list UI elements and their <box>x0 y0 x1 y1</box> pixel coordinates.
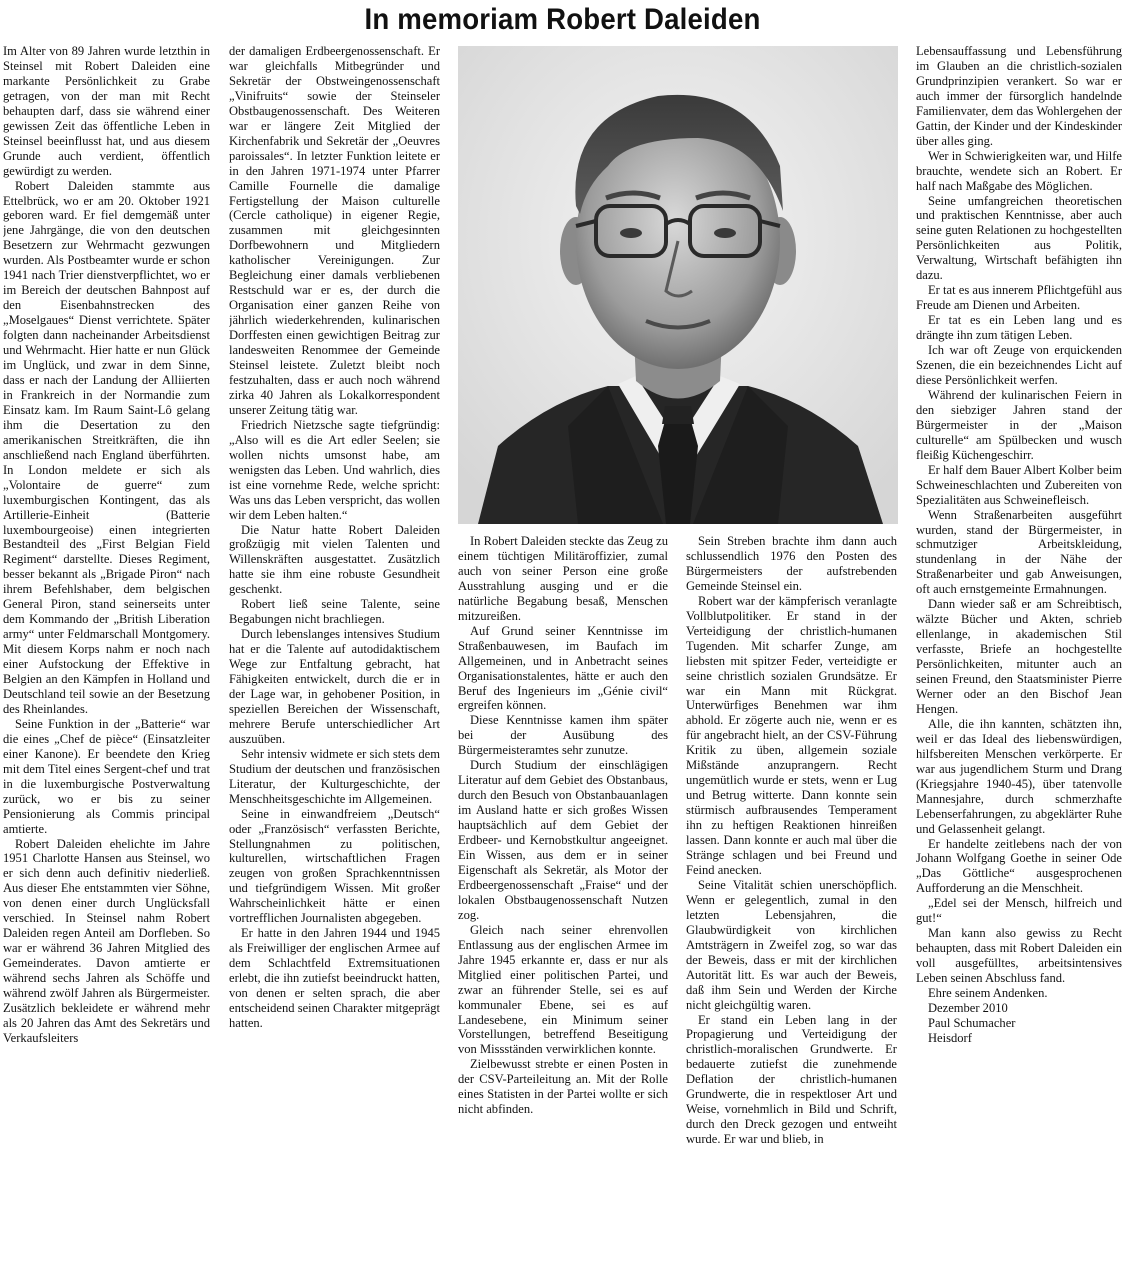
paragraph: Die Natur hatte Robert Daleiden großzügig mit vielen Talenten und Willenskräften ausgestattet. Zusätzlich hatte sie ihm eine robuste Gesundheit geschenkt. <box>229 522 440 597</box>
text-column-3 <box>458 534 668 1277</box>
paragraph: Im Alter von 89 Jahren wurde letzthin in Steinsel mit Robert Daleiden eine markante Persönlichkeit zu Grabe getragen, von der man mit Recht behaupten darf, dass sie während einer gewissen Zeit das öffentliche Leben in Steinsel beeinflusst hat, und aus diesem Grunde auch verdient, öffentlich gewürdigt zu werden. <box>3 44 210 178</box>
paragraph: In Robert Daleiden steckte das Zeug zu einem tüchtigen Militäroffizier, zumal auch von seiner Person eine große Ausstrahlung ausging und er die natürliche Begabung besaß, Menschen mitzureißen. <box>458 534 668 623</box>
paragraph: Man kann also gewiss zu Recht behaupten, dass mit Robert Daleiden ein voll ausgefülltes, arbeitsintensives Leben seinen Abschluss fand. <box>916 926 1122 986</box>
paragraph: der damaligen Erdbeergenossenschaft. Er war gleichfalls Mitbegründer und Sekretär der Obstweingenossenschaft „Vinifruits“ sowie der Steinseler Obstbaugenossenschaft. Des Weiteren war er längere Zeit Mitglied der Kirchenfabrik und Sekretär der „Oeuvres paroissales“. In letzter Funktion leitete er in den Jahren 1971-1974 unter Pfarrer Camille Fournelle die damalige Fertigstellung der Maison culturelle (Cercle catholique) in eigener Regie, zusammen mit gleichgesinnten Dorfbewohnern und Mitgliedern katholischer Vereinigungen. Zur Begleichung einer damals verbliebenen Restschuld war er es, der durch die Organisation einer ganzen Reihe von jährlich wiederkehrenden, kulinarischen Dorffesten einen gewichtigen Beitrag zur landesweiten Renommee der Gemeinde Steinsel leistete. Zuletzt bleibt noch festzuhalten, dass er auch noch während zirka 40 Jahren als Lokalkorrespondent unserer Zeitung tätig war. <box>229 44 440 417</box>
paragraph: Seine umfangreichen theoretischen und praktischen Kenntnisse, aber auch seine guten Relationen zu hochgestellten Persönlichkeiten aus Politik, Verwaltung, Wirtschaft befähigten ihn dazu. <box>916 193 1122 283</box>
closing-line: Ehre seinem Andenken. <box>928 986 1048 1001</box>
paragraph: „Edel sei der Mensch, hilfreich und gut!“ <box>916 896 1122 926</box>
paragraph: Wenn Straßenarbeiten ausgeführt wurden, stand der Bürgermeister, in schmutziger Arbeitskleidung, stundenlang in der Nähe der Straßenarbeiter und gab Anweisungen, oft auch ernstgemeinte Ermahnungen. <box>916 507 1122 597</box>
paragraph: Er hatte in den Jahren 1944 und 1945 als Freiwilliger der englischen Armee auf dem Schlachtfeld Extremsituationen erlebt, die ihn zutiefst beeindruckt hatten, von denen er selten sprach, die aber entscheidend seinen Charakter mitgeprägt hatten. <box>229 926 440 1030</box>
paragraph: Er half dem Bauer Albert Kolber beim Schweineschlachten und Zubereiten von Spezialitäten aus Schweinefleisch. <box>916 462 1122 507</box>
paragraph: Er tat es aus innerem Pflichtgefühl aus Freude am Dienen und Arbeiten. <box>916 283 1122 313</box>
paragraph: Sehr intensiv widmete er sich stets dem Studium der deutschen und französischen Literatur, der Kulturgeschichte, der Menschheitsgeschichte im Allgemeinen. <box>229 746 440 806</box>
paragraph: Diese Kenntnisse kamen ihm später bei der Ausübung des Bürgermeisteramtes sehr zunutze. <box>458 713 668 758</box>
paragraph: Durch Studium der einschlägigen Literatur auf dem Gebiet des Obstanbaus, durch den Besuch von Obstanbauanlagen im Ausland hatte er sich großes Wissen hauptsächlich auf dem Gebiet der Erdbeer- und Kernobstkultur angeeignet. Ein Wissen, aus dem er in seiner Eigenschaft als Sekretär, als Motor der Erdbeergenossenschaft „Fraise“ und der lokalen Obstbaugenossenschaft Nutzen zog. <box>458 758 668 922</box>
signature-author: Paul Schumacher <box>928 1015 1016 1030</box>
paragraph: Robert Daleiden stammte aus Ettelbrück, wo er am 20. Oktober 1921 geboren ward. Er fiel demgemäß unter jene Jahrgänge, die von den deutschen Besetzern zur Wehrmacht gezwungen wurden. Als Postbeamter wurde er schon 1941 nach Trier dienstverpflichtet, wo er im Bereich der deutschen Bahnpost auf den Eisenbahnstrecken des „Moselgaues“ Dienst verrichtete. Später folgten dann nacheinander Arbeitsdienst und Wehrmacht. Hier hatte er nun Glück im Unglück, und zwar in dem Sinne, dass er nach der Landung der Alliierten in Frankreich in der Normandie zum Einsatz kam. Im Raum Saint-Lô gelang ihm die Desertation zu den amerikanischen Streitkräften, die ihn anschließend nach England überführten. In London meldete er sich als „Volontaire de guerre“ zum luxemburgischen Kontingent, das als Artillerie-Einheit (Batterie luxembourgeoise) einen integrierten Bestandteil des „First Belgian Field Regiment“ darstellte. Dieses Regiment, besser bekannt als „Brigade Piron“ nach ihrem Befehlshaber, dem belgischen General Piron, stand seinerseits unter dem Kommando der „British Liberation army“ unter Feldmarschall Montgomery. Mit diesem Korps nahm er noch nach einer Aufstockung der Effektive in Belgien an den Kämpfen in Holland und Deutschland teil sowie an der Besetzung des Rheinlandes. <box>3 178 210 716</box>
paragraph: Robert ließ seine Talente, seine Begabungen nicht brachliegen. <box>229 597 440 627</box>
paragraph: Auf Grund seiner Kenntnisse im Straßenbauwesen, im Baufach im Allgemeinen, und in Anbetracht seines Organisationstalentes, hätte er auch den Beruf des Ingenieurs im „Génie civil“ ergreifen können. <box>458 623 668 713</box>
paragraph: Durch lebenslanges intensives Studium hat er die Talente auf autodidaktischem Wege zur Entfaltung gebracht, hat Fähigkeiten entwickelt, durch die er in der Lage war, in gehobener Position, in speziellen Bereichen der Wissenschaft, mehrere Berufe unterschiedlicher Art auszuüben. <box>229 627 440 746</box>
paragraph: Während der kulinarischen Feiern in den siebziger Jahren stand der Bürgermeister in der „Maison culturelle“ am Spülbecken und wusch fleißig Küchengeschirr. <box>916 387 1122 462</box>
paragraph: Friedrich Nietzsche sagte tiefgründig: „Also will es die Art edler Seelen; sie wollen nichts umsonst habe, am wenigsten das Leben. Und wahrlich, dies ist eine vornehme Rede, welche spricht: Was uns das Leben verspricht, das wollen wir dem Leben halten.“ <box>229 417 440 522</box>
paragraph: Er tat es ein Leben lang und es drängte ihn zum tätigen Leben. <box>916 313 1122 343</box>
text-column-4 <box>686 534 897 1277</box>
paragraph: Seine Vitalität schien unerschöpflich. Wenn er gelegentlich, zumal in den letzten Lebensjahren, die Glaubwürdigkeit von kirchlichen Amtsträgern in Zweifel zog, so war das der Beweis, dass er mit der kirchlichen Autorität litt. Es war auch der Beweis, daß ihm Sein und Werden der Kirche nicht gleichgültig waren. <box>686 877 897 1012</box>
text-column-1 <box>3 44 210 1277</box>
paragraph: Alle, die ihn kannten, schätzten ihn, weil er das Ideal des liebenswürdigen, hilfsbereiten Menschen verkörperte. Er war aus jugendlichem Sturm und Drang (Kriegsjahre 1940-45), über tatenvolle Mannesjahre, durch schmerzhafte Lebenserfahrungen, zu abgeklärter Ruhe und Gelassenheit gelangt. <box>916 716 1122 836</box>
text-column-5 <box>916 44 1122 1277</box>
paragraph: Zielbewusst strebte er einen Posten in der CSV-Parteileitung an. Mit der Rolle eines Statisten in der Partei wollte er sich nicht abfinden. <box>458 1057 668 1117</box>
paragraph: Seine Funktion in der „Batterie“ war die eines „Chef de pièce“ (Einsatzleiter einer Kanone). Er beendete den Krieg mit dem Titel eines Sergent-chef und trat in die luxemburgische Postverwaltung zurück, wo er bis zu seiner Pensionierung als Commis principal amtierte. <box>3 716 210 836</box>
paragraph: Lebensauffassung und Lebensführung im Glauben an die christlich-sozialen Grundprinzipien verankert. So war er auch immer der fürsorglich handelnde Familienvater, dem das Wohlergehen der Gattin, der Kinder und der Kindeskinder über alles ging. <box>916 44 1122 148</box>
article-headline: In memoriam Robert Daleiden <box>364 3 761 36</box>
paragraph: Gleich nach seiner ehrenvollen Entlassung aus der englischen Armee im Jahre 1945 erkannte er, dass er nur als Mitglied einer politischen Partei, und zwar an führender Stelle, sei es auf kommunaler Ebene, sei es auf Landesebene, ein Minimum seiner Vorstellungen, betreffend Beseitigung von Missständen verwirklichen konnte. <box>458 922 668 1057</box>
paragraph: Er stand ein Leben lang in der Propagierung und Verteidigung der christlich-moralischen Grundwerte. Er bedauerte zutiefst die zunehmende Deflation der christlich-humanen Grundwerte, die in respektloser Art und Weise, vornehmlich in Bild und Schrift, durch den Dreck gezogen und entweiht wurde. Er war und blieb, in <box>686 1012 897 1147</box>
paragraph: Robert war der kämpferisch veranlagte Vollblutpolitiker. Er stand in der Verteidigung der christlich-humanen Tugenden. Mit scharfer Zunge, am liebsten mit spitzer Feder, verteidigte er seine christlich sozialen Grundsätze. Er war ein Mann mit Rückgrat. Unterwürfiges Benehmen war ihm abhold. Er zögerte auch nie, wenn er es für angebracht hielt, an der CSV-Führung Kritik zu üben, allgemein soziale Mißstände anzuprangern. Recht ungemütlich wurde er stets, wenn er Lug und Betrug witterte. Dann konnte sein stürmisch aufbrausendes Temperament ihn zu heftigen Reaktionen hinreißen lassen. Dann konnte er auch mal über die Stränge schlagen und bei Freund und Feind anecken. <box>686 593 897 877</box>
text-column-2 <box>229 44 440 1277</box>
paragraph: Dann wieder saß er am Schreibtisch, wälzte Bücher und Akten, schrieb ellenlange, in akademischen Stil verfasste, Briefe an hochgestellte Persönlichkeiten, mitunter auch an seinen Freund, den Staatsminister Pierre Werner oder an den Bischof Jean Hengen. <box>916 597 1122 716</box>
portrait-illustration <box>458 46 898 524</box>
paragraph: Sein Streben brachte ihm dann auch schlussendlich 1976 den Posten des Bürgermeisters der aufstrebenden Gemeinde Steinsel ein. <box>686 534 897 593</box>
paragraph: Ich war oft Zeuge von erquickenden Szenen, die ein bezeichnendes Licht auf diese Persönlichkeit werfen. <box>916 343 1122 387</box>
portrait-photo <box>458 46 898 524</box>
paragraph: Wer in Schwierigkeiten war, und Hilfe brauchte, wendete sich an Robert. Er half nach Maßgabe des Möglichen. <box>916 148 1122 193</box>
signature-place: Heisdorf <box>928 1030 972 1045</box>
paragraph: Seine in einwandfreiem „Deutsch“ oder „Französisch“ verfassten Berichte, Stellungnahmen zu politischen, kulturellen, wirtschaftlichen Fragen zeugen von großen Sprachkenntnissen und tiefgründigem Wissen. Mit großer Wahrscheinlichkeit hätte er einen vortrefflichen Journalisten abgegeben. <box>229 806 440 926</box>
signature-date: Dezember 2010 <box>928 1001 1008 1015</box>
paragraph: Robert Daleiden ehelichte im Jahre 1951 Charlotte Hansen aus Steinsel, wo er sich denn auch definitiv niederließ. Aus dieser Ehe entstammten vier Söhne, von denen einer durch Unglücksfall verschied. In Steinsel nahm Robert Daleiden regen Anteil am Dorfleben. So war er während 36 Jahren Mitglied des Gemeinderates. Davon amtierte er während sechs Jahren als Schöffe und während zwölf Jahren als Bürgermeister. Zusätzlich bekleidete er während mehr als 20 Jahren das Amt des Sekretärs und Verkaufsleiters <box>3 836 210 1045</box>
paragraph: Er handelte zeitlebens nach der von Johann Wolfgang Goethe in seiner Ode „Das Göttliche“ ausgesprochenen Aufforderung an die Menschheit. <box>916 836 1122 896</box>
